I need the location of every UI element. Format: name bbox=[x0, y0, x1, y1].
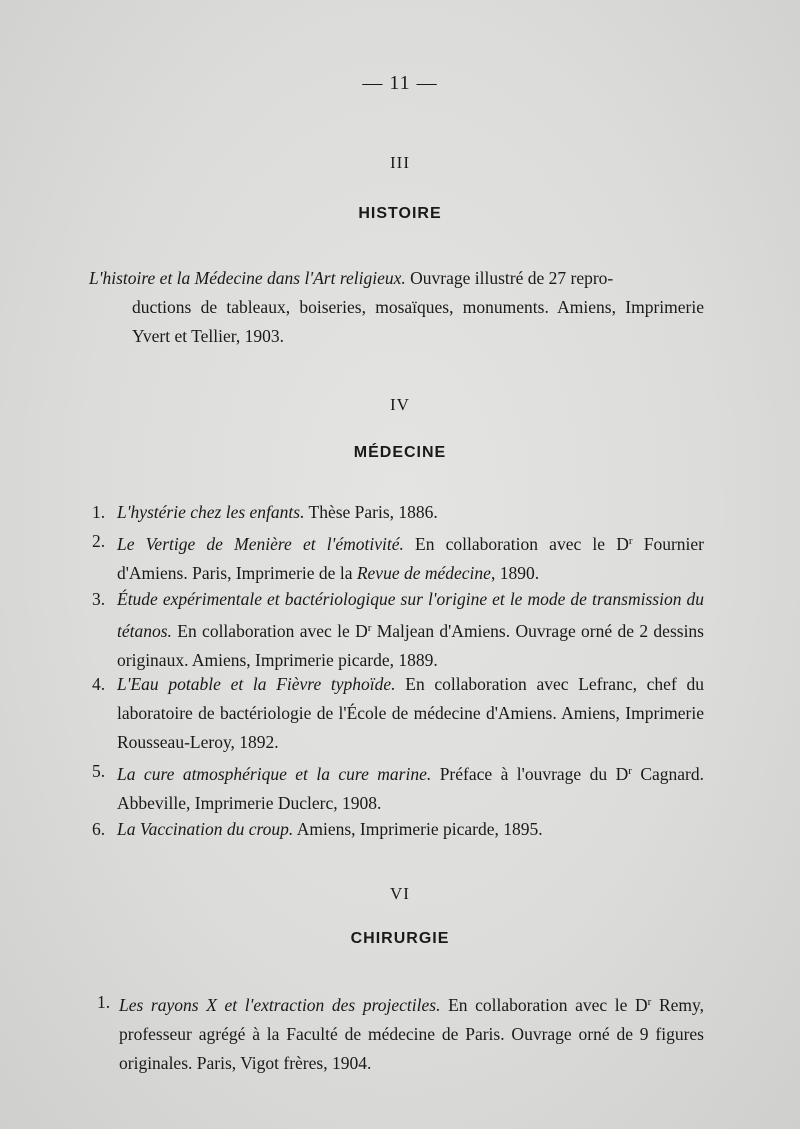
section-title-chirurgie: CHIRURGIE bbox=[350, 930, 450, 947]
list-item bbox=[92, 527, 704, 588]
histoire-entry-title: L'histoire et la Médecine dans l'Art religieux. bbox=[89, 268, 406, 288]
item-title: L'hystérie chez les enfants. bbox=[117, 502, 305, 522]
list-item bbox=[92, 498, 704, 527]
item-title: L'Eau potable et la Fièvre typhoïde. bbox=[117, 674, 396, 694]
histoire-entry-text1: Ouvrage illustré de 27 repro- bbox=[405, 268, 614, 288]
item-text: Maljean d'Amiens. Ouvrage orné de 2 dessins originaux. Amiens, Imprimerie picarde, 1889. bbox=[117, 621, 704, 670]
item-text: En collaboration avec Lefranc, chef du laboratoire de bactériologie de l'École de médecine d'Amiens. Amiens, Imprimerie Rousseau-Leroy, 1892. bbox=[117, 674, 704, 752]
item-text: Amiens, Imprimerie picarde, 1895. bbox=[293, 819, 543, 839]
item-number: 1. bbox=[92, 502, 106, 522]
journal-title: Revue de médecine bbox=[356, 563, 491, 583]
superscript: r bbox=[367, 622, 372, 634]
item-text: Thèse Paris, 1886. bbox=[304, 502, 438, 522]
histoire-entry-line1 bbox=[89, 264, 704, 293]
item-number: 5. bbox=[92, 761, 106, 781]
histoire-entry bbox=[89, 264, 704, 351]
item-number: 1. bbox=[97, 992, 111, 1012]
list-item bbox=[97, 988, 704, 1078]
section-numeral-histoire: III bbox=[390, 153, 410, 172]
item-title: La Vaccination du croup. bbox=[117, 819, 294, 839]
list-item bbox=[92, 585, 704, 675]
section-numeral-chirurgie: VI bbox=[390, 884, 410, 903]
list-item bbox=[92, 670, 704, 757]
item-text: D bbox=[635, 995, 648, 1015]
section-title-histoire: HISTOIRE bbox=[358, 205, 442, 222]
superscript: r bbox=[628, 765, 632, 777]
item-text: En collaboration avec le bbox=[440, 995, 636, 1015]
item-number: 6. bbox=[92, 819, 106, 839]
item-text: Cagnard. Abbeville, Imprimerie Duclerc, 1908. bbox=[117, 764, 704, 813]
item-number: 2. bbox=[92, 531, 106, 551]
list-item bbox=[92, 757, 704, 818]
item-text: En collaboration avec le D bbox=[171, 621, 368, 641]
histoire-entry-rest: ductions de tableaux, boiseries, mosaïques, monuments. Amiens, Imprimerie Yvert et Tellier, 1903. bbox=[132, 297, 704, 346]
section-title-medecine: MÉDECINE bbox=[353, 444, 447, 461]
item-title: Les rayons X et l'extraction des projectiles. bbox=[119, 995, 441, 1015]
item-text: Fournier d'Amiens. Paris, Imprimerie de la bbox=[117, 534, 704, 583]
item-title: La cure atmosphérique et la cure marine. bbox=[117, 764, 432, 784]
superscript: r bbox=[647, 996, 652, 1008]
item-text: Préface à l'ouvrage du D bbox=[431, 764, 629, 784]
item-text: , 1890. bbox=[490, 563, 540, 583]
item-number: 3. bbox=[92, 589, 106, 609]
item-number: 4. bbox=[92, 674, 106, 694]
section-numeral-medecine: IV bbox=[390, 395, 410, 414]
item-title: Le Vertige de Menière et l'émotivité. bbox=[117, 534, 404, 554]
list-item bbox=[92, 815, 704, 844]
superscript: r bbox=[628, 535, 633, 547]
item-text: En collaboration avec le D bbox=[403, 534, 629, 554]
item-text: Remy, professeur agrégé à la Faculté de médecine de Paris. Ouvrage orné de 9 figures originales. Paris, Vigot frères, 1904. bbox=[119, 995, 705, 1073]
page-number: — 11 — bbox=[362, 72, 438, 94]
item-title: Étude expérimentale et bactériologique sur l'origine et le mode de transmission du tétanos. bbox=[117, 589, 704, 641]
